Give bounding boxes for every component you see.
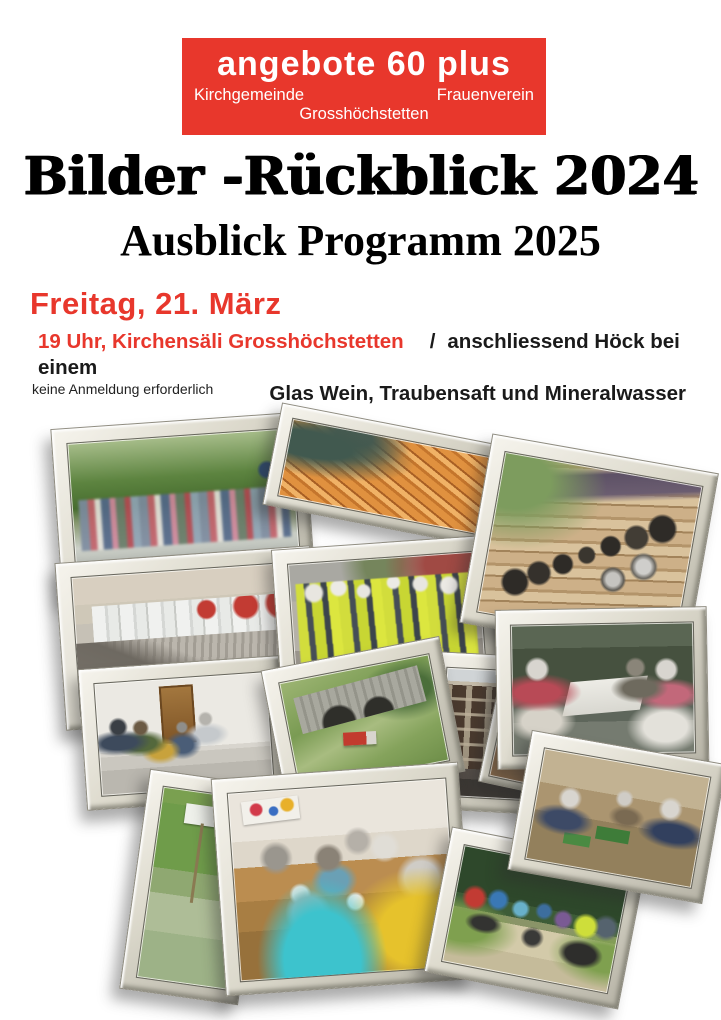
poster-title-line2: Ausblick Programm 2025 (120, 216, 601, 265)
event-separator: / (429, 330, 436, 353)
event-time-place: 19 Uhr, Kirchensäli Grosshöchstetten (38, 330, 404, 353)
org-name-center: Grosshöchstetten (299, 105, 429, 123)
org-name-right: Frauenverein (436, 86, 534, 104)
poster-title-line1: Bilder -Rückblick 2024 (22, 146, 699, 207)
org-banner-title: angebote 60 plus (217, 45, 511, 83)
event-detail-line1: anschliessend Höck bei einem (38, 330, 680, 379)
org-name-left: Kirchgemeinde (194, 86, 305, 104)
registration-note: keine Anmeldung erforderlich (32, 381, 214, 397)
event-date: Freitag, 21. März (30, 286, 282, 321)
event-detail-line2: Glas Wein, Traubensaft und Mineralwasser (269, 382, 686, 405)
photo-coffee-gathering (227, 777, 460, 982)
photo-games-afternoon (524, 747, 711, 889)
